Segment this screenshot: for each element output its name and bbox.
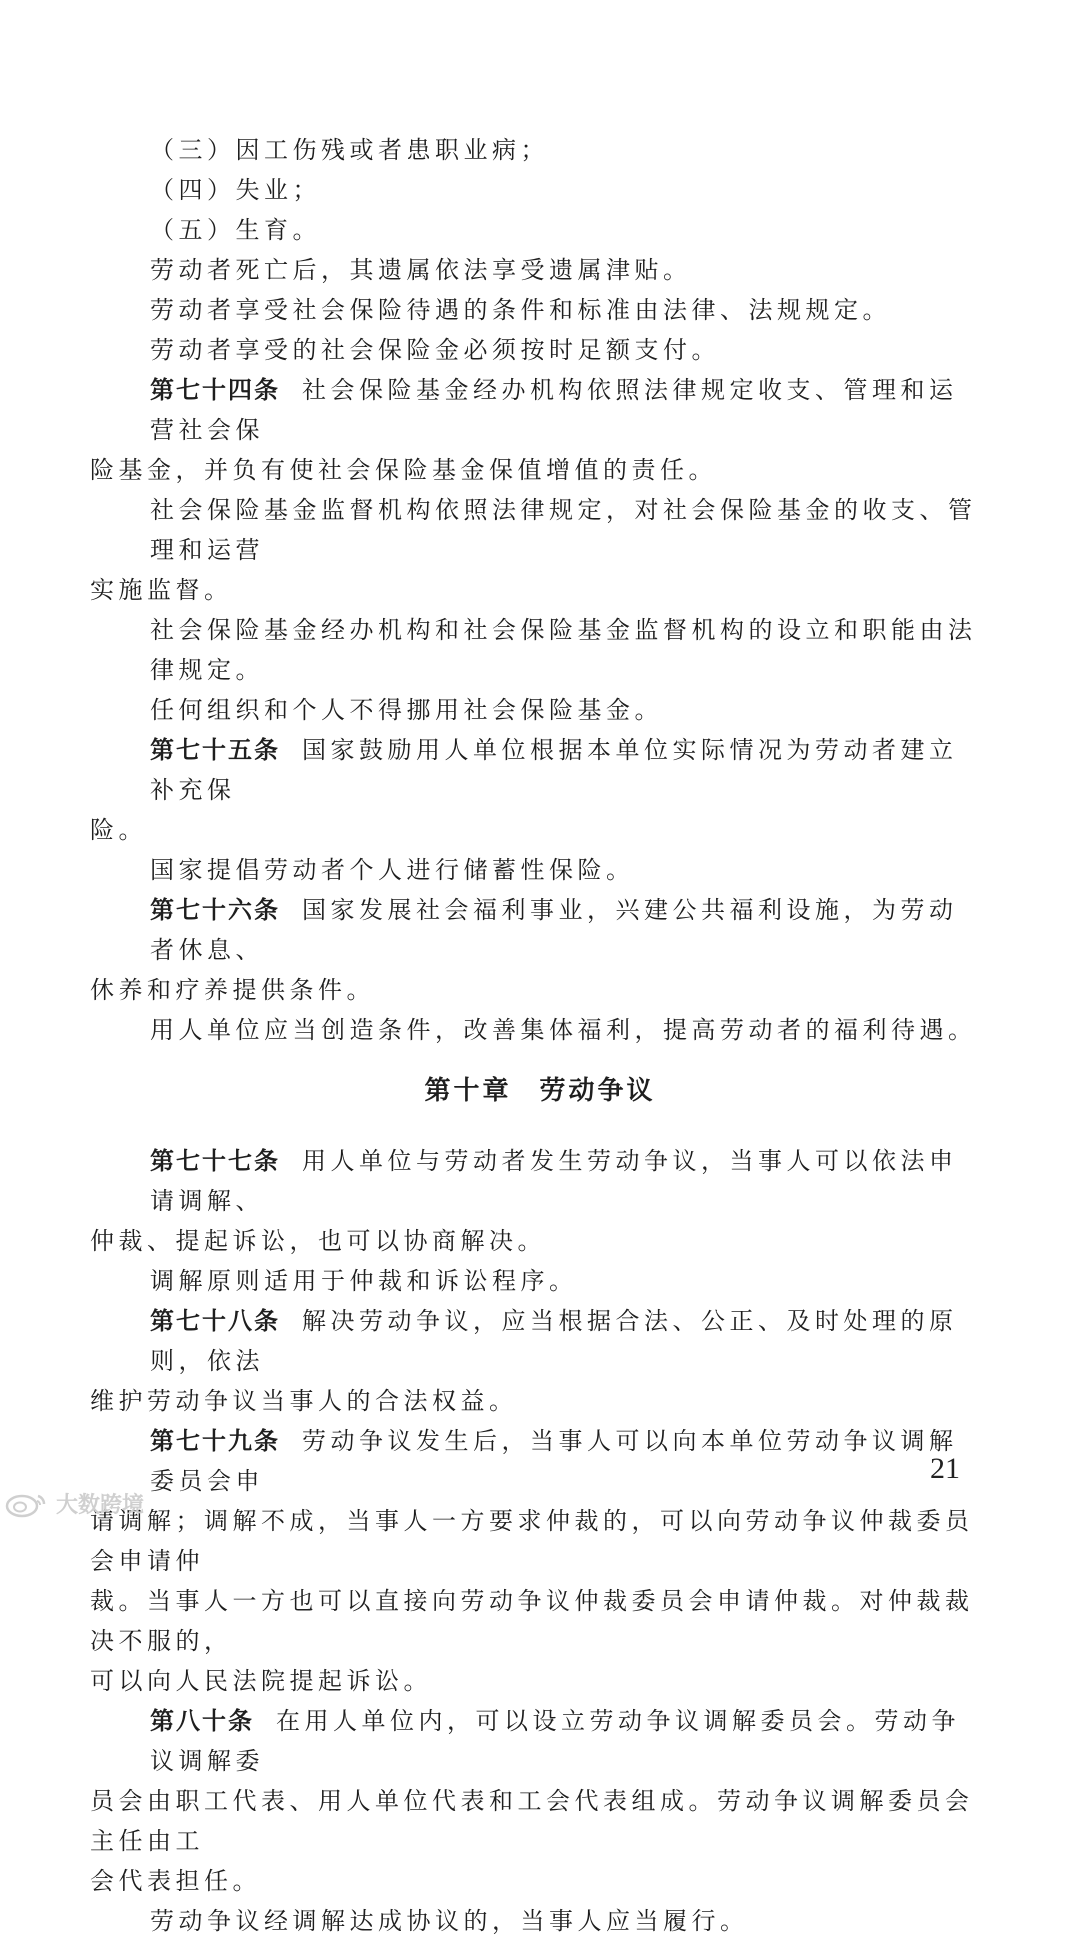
article-text-cont: 会代表担任。 — [90, 1867, 261, 1895]
paragraph: 劳动者享受社会保险待遇的条件和标准由法律、法规规定。 — [150, 296, 891, 324]
list-item: （四）失业； — [150, 176, 321, 204]
article-text: 在用人单位内，可以设立劳动争议调解委员会。劳动争议调解委 — [150, 1707, 960, 1775]
chapter-title: 劳动争议 — [539, 1076, 656, 1106]
article-text: 国家鼓励用人单位根据本单位实际情况为劳动者建立补充保 — [150, 736, 958, 804]
article-text-cont: 仲裁、提起诉讼，也可以协商解决。 — [90, 1227, 546, 1255]
paragraph: 劳动者享受的社会保险金必须按时足额支付。 — [150, 336, 720, 364]
article-75 — [90, 730, 985, 850]
article-number: 第七十四条 — [150, 375, 280, 404]
article-text: 社会保险基金经办机构依照法律规定收支、管理和运营社会保 — [150, 376, 958, 444]
paragraph: 社会保险基金监督机构依照法律规定，对社会保险基金的收支、管理和运营 — [150, 496, 977, 564]
article-text: 劳动争议发生后，当事人可以向本单位劳动争议调解委员会申 — [150, 1427, 958, 1495]
weibo-logo-icon — [4, 1490, 50, 1518]
paragraph: 任何组织和个人不得挪用社会保险基金。 — [150, 696, 663, 724]
article-number: 第七十八条 — [150, 1306, 280, 1335]
list-item: （三）因工伤残或者患职业病； — [150, 136, 549, 164]
article-78 — [90, 1301, 985, 1421]
article-76 — [90, 890, 985, 1010]
page-number: 21 — [930, 1452, 960, 1485]
watermark — [4, 1488, 144, 1519]
paragraph: 用人单位应当创造条件，改善集体福利，提高劳动者的福利待遇。 — [150, 1016, 977, 1044]
article-text-cont: 险基金，并负有使社会保险基金保值增值的责任。 — [90, 456, 717, 484]
article-text: 解决劳动争议，应当根据合法、公正、及时处理的原则，依法 — [150, 1307, 958, 1375]
article-number: 第七十七条 — [150, 1146, 280, 1175]
article-text-cont: 维护劳动争议当事人的合法权益。 — [90, 1387, 518, 1415]
paragraph: 调解原则适用于仲裁和诉讼程序。 — [150, 1267, 578, 1295]
article-text-cont: 员会由职工代表、用人单位代表和工会代表组成。劳动争议调解委员会主任由工 — [90, 1787, 974, 1855]
article-text-cont: 休养和疗养提供条件。 — [90, 976, 375, 1004]
paragraph: 劳动者死亡后，其遗属依法享受遗属津贴。 — [150, 256, 692, 284]
article-text-cont: 可以向人民法院提起诉讼。 — [90, 1667, 432, 1695]
article-text-cont: 裁。当事人一方也可以直接向劳动争议仲裁委员会申请仲裁。对仲裁裁决不服的， — [90, 1587, 974, 1655]
paragraph: 劳动争议经调解达成协议的，当事人应当履行。 — [150, 1907, 749, 1935]
article-number: 第七十五条 — [150, 735, 280, 764]
paragraph-cont: 实施监督。 — [90, 576, 233, 604]
article-74 — [90, 370, 985, 490]
article-text: 用人单位与劳动者发生劳动争议，当事人可以依法申请调解、 — [150, 1147, 958, 1215]
watermark-text: 大数跨境 — [56, 1493, 145, 1518]
article-number: 第七十九条 — [150, 1426, 280, 1455]
chapter-heading — [0, 1070, 1080, 1107]
article-number: 第七十六条 — [150, 895, 280, 924]
article-text-cont: 请调解；调解不成，当事人一方要求仲裁的，可以向劳动争议仲裁委员会申请仲 — [90, 1507, 974, 1575]
paragraph: 社会保险基金经办机构和社会保险基金监督机构的设立和职能由法律规定。 — [150, 616, 977, 684]
article-text-cont: 险。 — [90, 816, 147, 844]
chapter-number: 第十章 — [424, 1076, 512, 1106]
article-77 — [90, 1141, 985, 1261]
article-text: 国家发展社会福利事业，兴建公共福利设施，为劳动者休息、 — [150, 896, 958, 964]
article-80 — [90, 1701, 985, 1901]
paragraph: 国家提倡劳动者个人进行储蓄性保险。 — [150, 856, 635, 884]
article-number: 第八十条 — [150, 1706, 254, 1735]
list-item: （五）生育。 — [150, 216, 321, 244]
